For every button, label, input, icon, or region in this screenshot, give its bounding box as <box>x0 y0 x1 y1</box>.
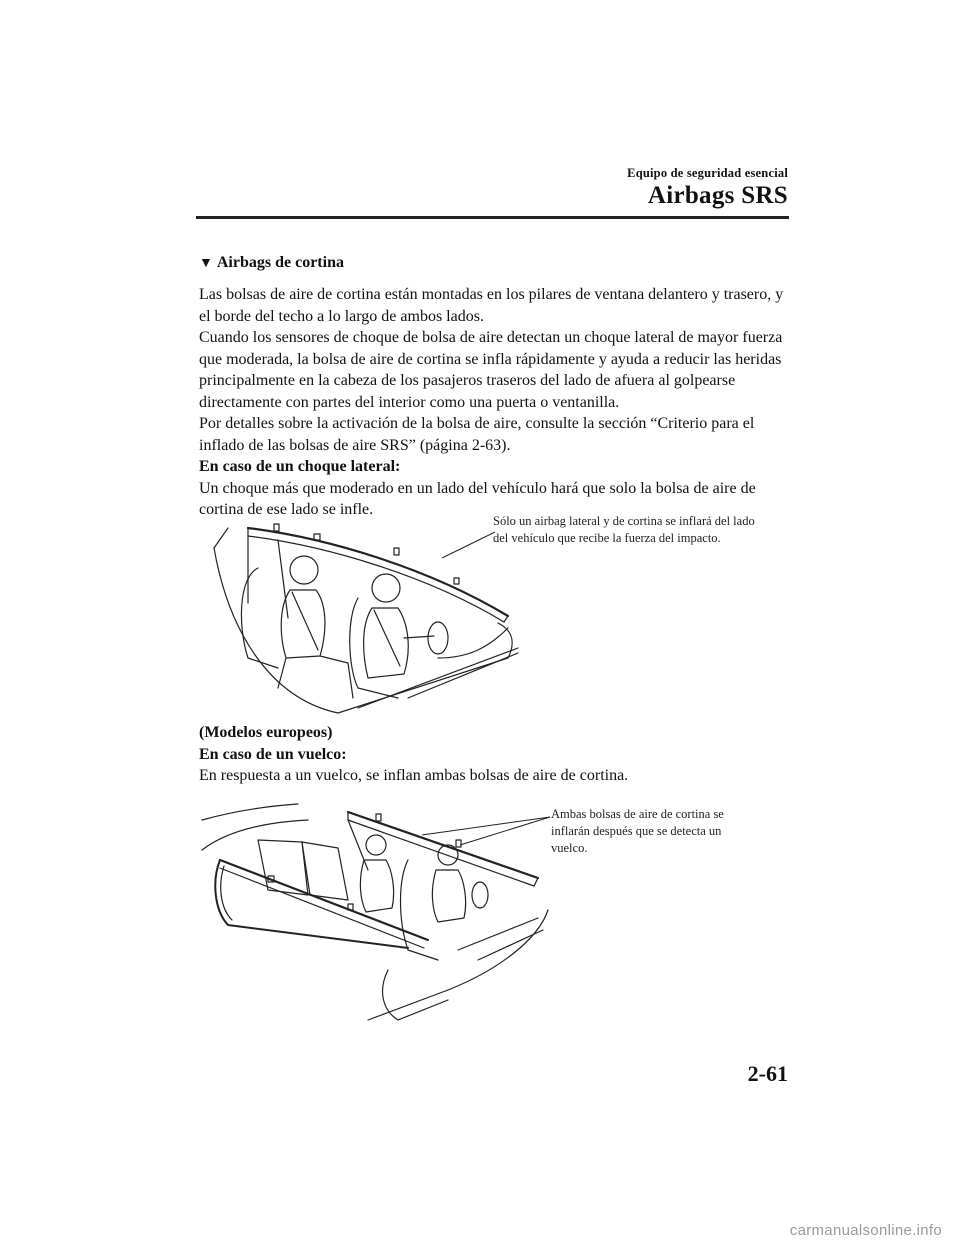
callout-leader-lines <box>420 815 552 847</box>
paragraph: Cuando los sensores de choque de bolsa de aire detectan un choque lateral de mayor fuerza que moderada, la bolsa de aire de cortina se infla rápidamente y ayuda a reducir las heridas principalmente en la cabeza de los pasajeros traseros del lado de afuera al golpearse directamente con partes del interior como una puerta o ventanilla. <box>199 329 783 411</box>
paragraph: Por detalles sobre la activación de la bolsa de aire, consulte la sección “Criterio para el inflado de las bolsas de aire SRS” (página 2-63). <box>199 415 755 454</box>
figure1-callout: Sólo un airbag lateral y de cortina se inflará del lado del vehículo que recibe la fuerza del impacto. <box>493 514 755 545</box>
subheading <box>199 254 344 272</box>
rollover-section <box>199 722 789 787</box>
paragraph: Un choque más que moderado en un lado del vehículo hará que solo la bolsa de aire de cortina de ese lado se infle. <box>199 479 756 518</box>
chapter-title: Equipo de seguridad esencial <box>627 166 788 180</box>
figure2-callout: Ambas bolsas de aire de cortina se inflarán después que se detecta un vuelco. <box>551 807 724 855</box>
european-models-label: (Modelos europeos) <box>199 724 333 741</box>
page-number: 2-61 <box>747 1061 788 1086</box>
paragraph: Las bolsas de aire de cortina están montadas en los pilares de ventana delantero y trasero, y el borde del techo a lo largo de ambos lados. <box>199 286 784 325</box>
paragraph: En respuesta a un vuelco, se inflan ambas bolsas de aire de cortina. <box>199 767 629 784</box>
subheading-text: Airbags de cortina <box>216 254 344 271</box>
watermark: carmanualsonline.info <box>789 1222 942 1239</box>
triangle-down-icon: ▼ <box>199 256 213 271</box>
side-collision-heading: En caso de un choque lateral: <box>199 458 401 475</box>
section-title: Airbags SRS <box>647 182 788 209</box>
callout-leader-line <box>440 530 496 560</box>
header-rule <box>196 216 789 219</box>
body-text <box>199 284 789 521</box>
rollover-heading: En caso de un vuelco: <box>199 745 347 763</box>
